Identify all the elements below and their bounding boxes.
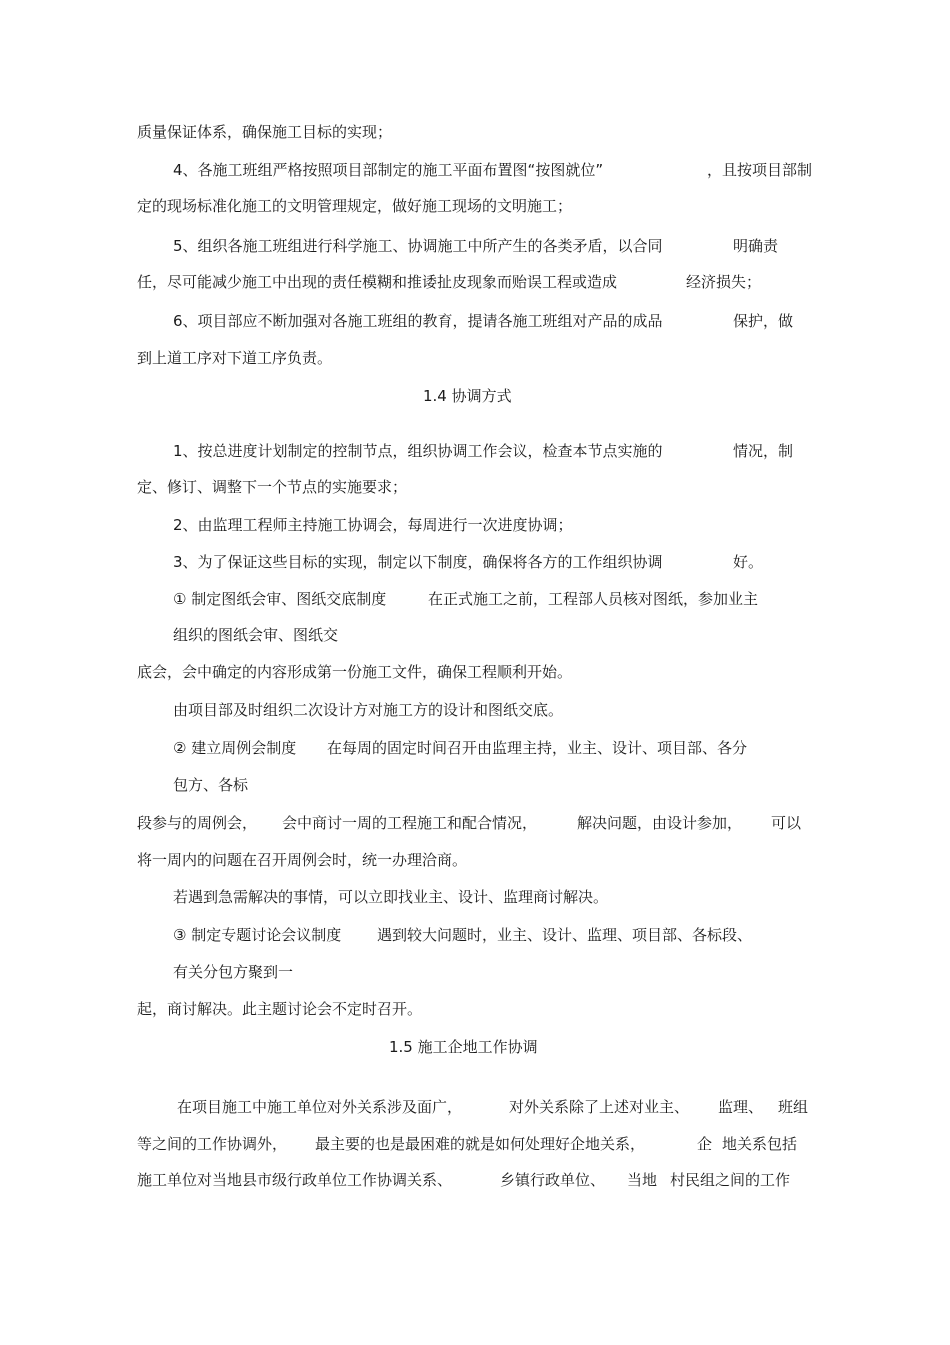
text-line: 等之间的工作协调外， bbox=[137, 1135, 288, 1153]
text-line: 在项目施工中施工单位对外关系涉及面广， bbox=[177, 1098, 463, 1116]
text-line: 任，尽可能减少施工中出现的责任模糊和推诿扯皮现象而贻误工程或造成 bbox=[137, 273, 618, 291]
text-line: 好。 bbox=[733, 553, 764, 571]
text-line: 4、各施工班组严格按照项目部制定的施工平面布置图“按图就位” bbox=[173, 161, 604, 179]
text-line: ① 制定图纸会审、图纸交底制度 bbox=[173, 590, 387, 608]
text-line: 6、项目部应不断加强对各施工班组的教育，提请各施工班组对产品的成品 bbox=[173, 312, 663, 330]
text-line: 5、组织各施工班组进行科学施工、协调施工中所产生的各类矛盾，以合同 bbox=[173, 237, 663, 255]
text-line: 保护，做 bbox=[733, 312, 794, 330]
text-line: 有关分包方聚到一 bbox=[173, 963, 294, 981]
text-line: 在每周的固定时间召开由监理主持，业主、设计、项目部、各分 bbox=[327, 739, 748, 757]
text-line: 明确责 bbox=[733, 237, 779, 255]
text-line: ，且按项目部制 bbox=[707, 161, 813, 179]
text-line: 当地 bbox=[627, 1171, 658, 1189]
text-line: 由项目部及时组织二次设计方对施工方的设计和图纸交底。 bbox=[173, 701, 564, 719]
text-line: 企 bbox=[697, 1135, 713, 1153]
text-line: 质量保证体系，确保施工目标的实现； bbox=[137, 123, 393, 141]
text-line: 2、由监理工程师主持施工协调会，每周进行一次进度协调； bbox=[173, 516, 573, 534]
text-line: 村民组之间的工作 bbox=[670, 1171, 791, 1189]
section-heading: 1.5 施工企地工作协调 bbox=[389, 1038, 538, 1056]
text-line: 包方、各标 bbox=[173, 776, 249, 794]
text-line: 情况，制 bbox=[733, 442, 794, 460]
text-line: 可以 bbox=[771, 814, 802, 832]
text-line: 最主要的也是最困难的就是如何处理好企地关系， bbox=[315, 1135, 646, 1153]
text-line: 对外关系除了上述对业主、 bbox=[509, 1098, 690, 1116]
text-line: 3、为了保证这些目标的实现，制定以下制度，确保将各方的工作组织协调 bbox=[173, 553, 663, 571]
text-line: 定的现场标准化施工的文明管理规定，做好施工现场的文明施工； bbox=[137, 197, 573, 215]
text-line: 1、按总进度计划制定的控制节点，组织协调工作会议，检查本节点实施的 bbox=[173, 442, 663, 460]
text-line: 若遇到急需解决的事情，可以立即找业主、设计、监理商讨解决。 bbox=[173, 888, 609, 906]
text-line: 乡镇行政单位、 bbox=[500, 1171, 606, 1189]
text-line: 施工单位对当地县市级行政单位工作协调关系、 bbox=[137, 1171, 453, 1189]
text-line: 将一周内的问题在召开周例会时，统一办理洽商。 bbox=[137, 851, 468, 869]
text-line: 在正式施工之前，工程部人员核对图纸，参加业主 bbox=[428, 590, 759, 608]
text-line: 经济损失； bbox=[686, 273, 762, 291]
text-line: 到上道工序对下道工序负责。 bbox=[137, 349, 333, 367]
section-heading: 1.4 协调方式 bbox=[423, 387, 512, 405]
text-line: 解决问题，由设计参加， bbox=[577, 814, 743, 832]
text-line: ② 建立周例会制度 bbox=[173, 739, 297, 757]
text-line: 起，商讨解决。此主题讨论会不定时召开。 bbox=[137, 1000, 423, 1018]
text-line: 组织的图纸会审、图纸交 bbox=[173, 626, 339, 644]
text-line: 段参与的周例会， bbox=[137, 814, 258, 832]
text-line: ③ 制定专题讨论会议制度 bbox=[173, 926, 342, 944]
text-line: 遇到较大问题时，业主、设计、监理、项目部、各标段、 bbox=[377, 926, 753, 944]
text-line: 底会，会中确定的内容形成第一份施工文件，确保工程顺利开始。 bbox=[137, 663, 573, 681]
text-line: 班组 bbox=[778, 1098, 809, 1116]
text-line: 地关系包括 bbox=[722, 1135, 798, 1153]
text-line: 定、修订、调整下一个节点的实施要求； bbox=[137, 478, 408, 496]
text-line: 会中商讨一周的工程施工和配合情况， bbox=[282, 814, 538, 832]
text-line: 监理、 bbox=[718, 1098, 764, 1116]
